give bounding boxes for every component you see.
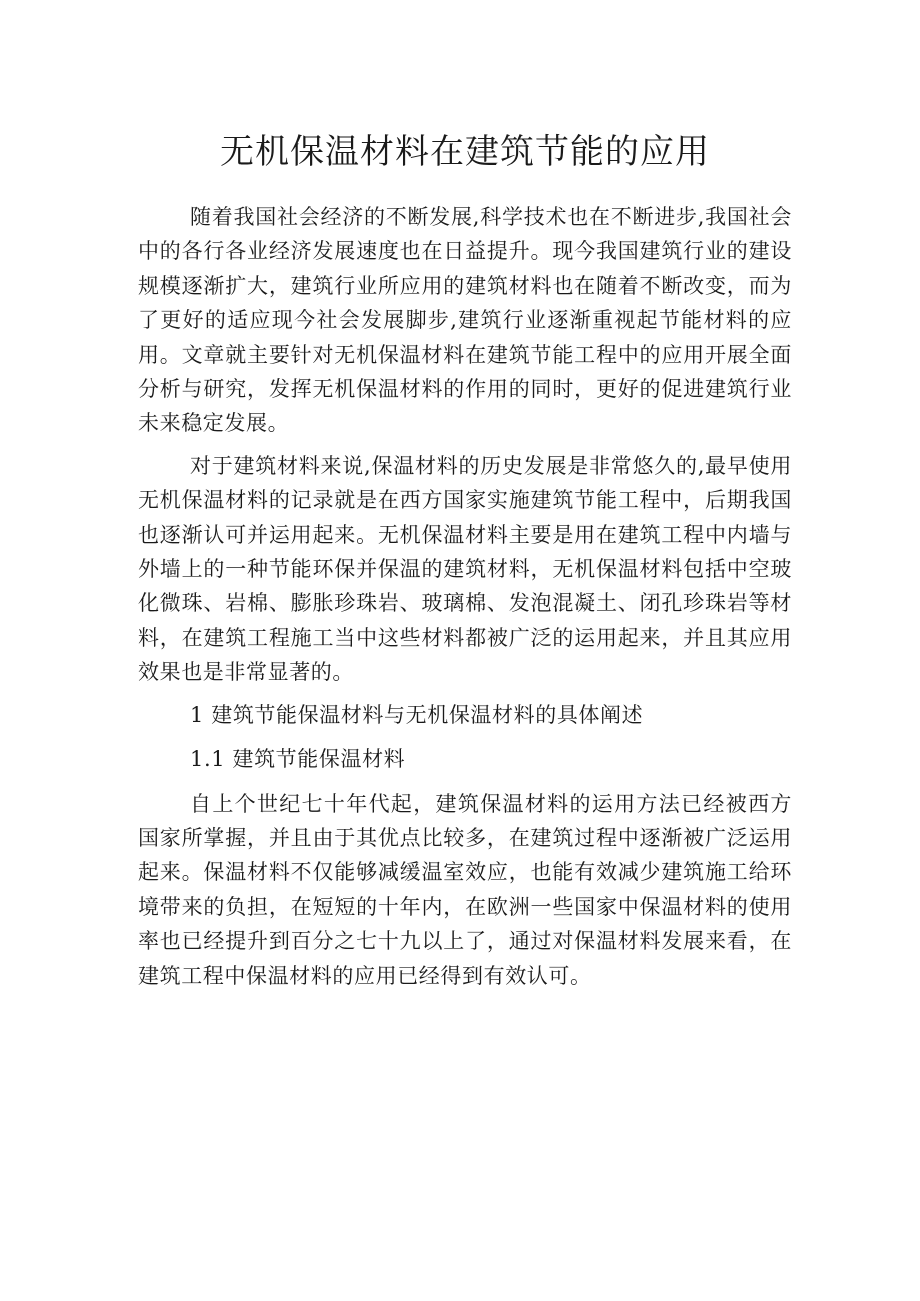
subsection-heading: 1.1 建筑节能保温材料 [190,747,406,772]
subsection-paragraph: 自上个世纪七十年代起，建筑保温材料的运用方法已经被西方国家所掌握，并且由于其优点比较多，在建筑过程中逐渐被广泛运用起来。保温材料不仅能够减缓温室效应，也能有效减少建筑施工给环境带来的负担，在短短的十年内，在欧洲一些国家中保温材料的使用率也已经提升到百分之七十九以上了，通过对保温材料发展来看，在建筑工程中保温材料的应用已经得到有效认可。 [138,791,792,988]
document-page [138,126,792,1001]
intro-paragraph: 随着我国社会经济的不断发展,科学技术也在不断进步,我国社会中的各行各业经济发展速度也在日益提升。现今我国建筑行业的建设规模逐渐扩大，建筑行业所应用的建筑材料也在随着不断改变，而为了更好的适应现今社会发展脚步,建筑行业逐渐重视起节能材料的应用。文章就主要针对无机保温材料在建筑节能工程中的应用开展全面分析与研究，发挥无机保温材料的作用的同时，更好的促进建筑行业未来稳定发展。 [138,205,792,436]
history-paragraph: 对于建筑材料来说,保温材料的历史发展是非常悠久的,最早使用无机保温材料的记录就是在西方国家实施建筑节能工程中，后期我国也逐渐认可并运用起来。无机保温材料主要是用在建筑工程中内墙与外墙上的一种节能环保并保温的建筑材料，无机保温材料包括中空玻化微珠、岩棉、膨胀珍珠岩、玻璃棉、发泡混凝土、闭孔珍珠岩等材料，在建筑工程施工当中这些材料都被广泛的运用起来，并且其应用效果也是非常显著的。 [138,453,792,685]
section-heading: 1 建筑节能保温材料与无机保温材料的具体阐述 [190,702,644,727]
document-title: 无机保温材料在建筑节能的应用 [220,132,710,172]
